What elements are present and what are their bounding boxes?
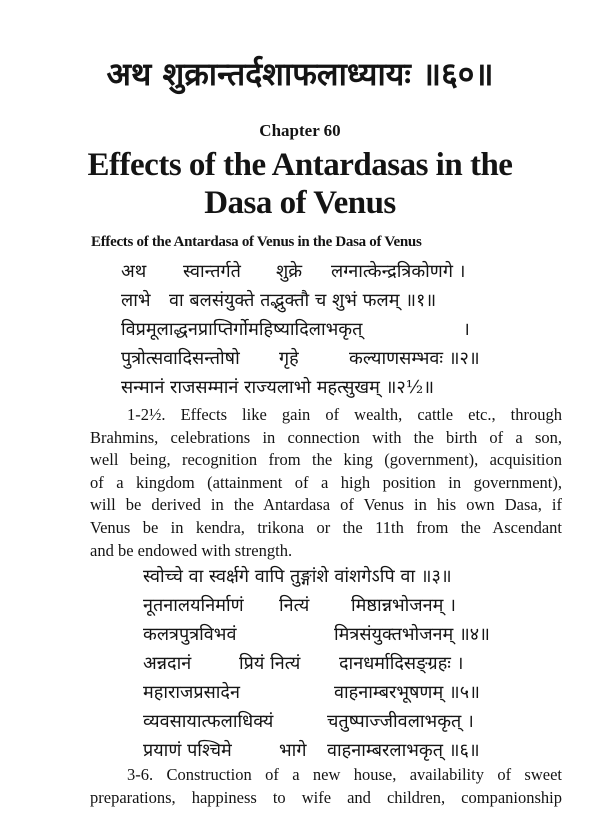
chapter-title-line-1: Effects of the Antardasas in the — [87, 147, 513, 183]
verse-word: पुत्रोत्सवादिसन्तोषो — [121, 348, 240, 369]
translation-paragraph-2 — [90, 764, 562, 809]
paragraph-line: 3-6. Construction of a new house, availability of sweet — [127, 765, 562, 784]
verse-word: मित्रसंयुक्तभोजनम् ॥४॥ — [334, 624, 490, 645]
verse-word: सन्मानं राजसम्मानं राज्यलाभो महत्सुखम् ॥२½॥ — [121, 377, 434, 398]
verse-word: लग्नात्केन्द्रत्रिकोणगे । — [331, 261, 466, 282]
verse-word: वा बलसंयुक्ते तद्भुक्तौ च शुभं फलम् ॥१॥ — [169, 290, 437, 311]
paragraph-line: preparations, happiness to wife and children, companionship — [90, 787, 562, 807]
chapter-number: Chapter 60 — [259, 121, 341, 140]
verse-word: शुक्रे — [276, 261, 303, 282]
verse-line — [121, 344, 566, 373]
paragraph-line: well being, recognition from the king (government), acquisition — [90, 450, 562, 470]
translation-paragraph-1 — [90, 404, 562, 562]
verse-word: मिष्ठान्नभोजनम् । — [351, 595, 456, 616]
verse-line — [121, 620, 566, 649]
verse-word: व्यवसायात्फलाधिक्यं — [143, 711, 274, 732]
verse-line — [121, 562, 566, 591]
verse-word: गृहे — [279, 348, 299, 369]
verse-word: अन्नदानं — [143, 653, 192, 674]
verse-line — [121, 707, 566, 736]
verse-block-2 — [121, 562, 566, 765]
verse-line — [121, 649, 566, 678]
verse-word: वाहनाम्बरलाभकृत् ॥६॥ — [327, 740, 480, 761]
verse-word: प्रयाणं पश्चिमे — [143, 740, 232, 761]
verse-block-1 — [121, 257, 566, 402]
chapter-title-line-2: Dasa of Venus — [204, 185, 396, 221]
verse-line — [121, 678, 566, 707]
paragraph-line: of a kingdom (attainment of a high position in government), — [90, 472, 562, 492]
paragraph-line: Brahmins, celebrations in connection with the birth of a son, — [90, 427, 562, 447]
verse-word: कलत्रपुत्रविभवं — [143, 624, 237, 645]
verse-word: नित्यं — [279, 595, 310, 616]
verse-line — [121, 286, 566, 315]
verse-word: महाराजप्रसादेन — [143, 682, 240, 703]
verse-word: वाहनाम्बरभूषणम् ॥५॥ — [334, 682, 480, 703]
chapter-heading-sanskrit: अथ शुक्रान्तर्दशाफलाध्यायः ॥६०॥ — [106, 55, 494, 93]
verse-word: प्रियं नित्यं — [239, 653, 301, 674]
verse-line — [121, 315, 566, 344]
verse-word: स्वोच्चे वा स्वर्क्षगे वापि तुङ्गांशे वांशगेऽपि वा ॥३॥ — [143, 566, 452, 587]
verse-line — [121, 373, 566, 402]
verse-word: कल्याणसम्भवः ॥२॥ — [349, 348, 480, 369]
verse-word: विप्रमूलाद्धनप्राप्तिर्गोमहिष्यादिलाभकृत् — [121, 319, 363, 340]
verse-word: नूतनालयनिर्माणं — [143, 595, 244, 616]
paragraph-line: 1-2½. Effects like gain of wealth, cattle etc., through — [127, 405, 562, 424]
paragraph-line: and be endowed with strength. — [90, 540, 293, 560]
verse-word: अथ — [121, 261, 147, 282]
verse-word: स्वान्तर्गते — [183, 261, 241, 282]
verse-word: । — [463, 319, 470, 340]
section-heading: Effects of the Antardasa of Venus in the Dasa of Venus — [91, 234, 422, 250]
verse-word: भागे — [279, 740, 307, 761]
chapter-title — [0, 146, 600, 222]
verse-line — [121, 591, 566, 620]
verse-word: चतुष्पाज्जीवलाभकृत् । — [327, 711, 474, 732]
verse-line — [121, 257, 566, 286]
paragraph-line: Venus be in kendra, trikona or the 11th from the Ascendant — [90, 517, 562, 537]
verse-word: लाभे — [121, 290, 151, 311]
verse-word: दानधर्मादिसङ्ग्रहः । — [339, 653, 464, 674]
paragraph-line: will be derived in the Antardasa of Venus in his own Dasa, if — [90, 495, 562, 515]
verse-line — [121, 736, 566, 765]
